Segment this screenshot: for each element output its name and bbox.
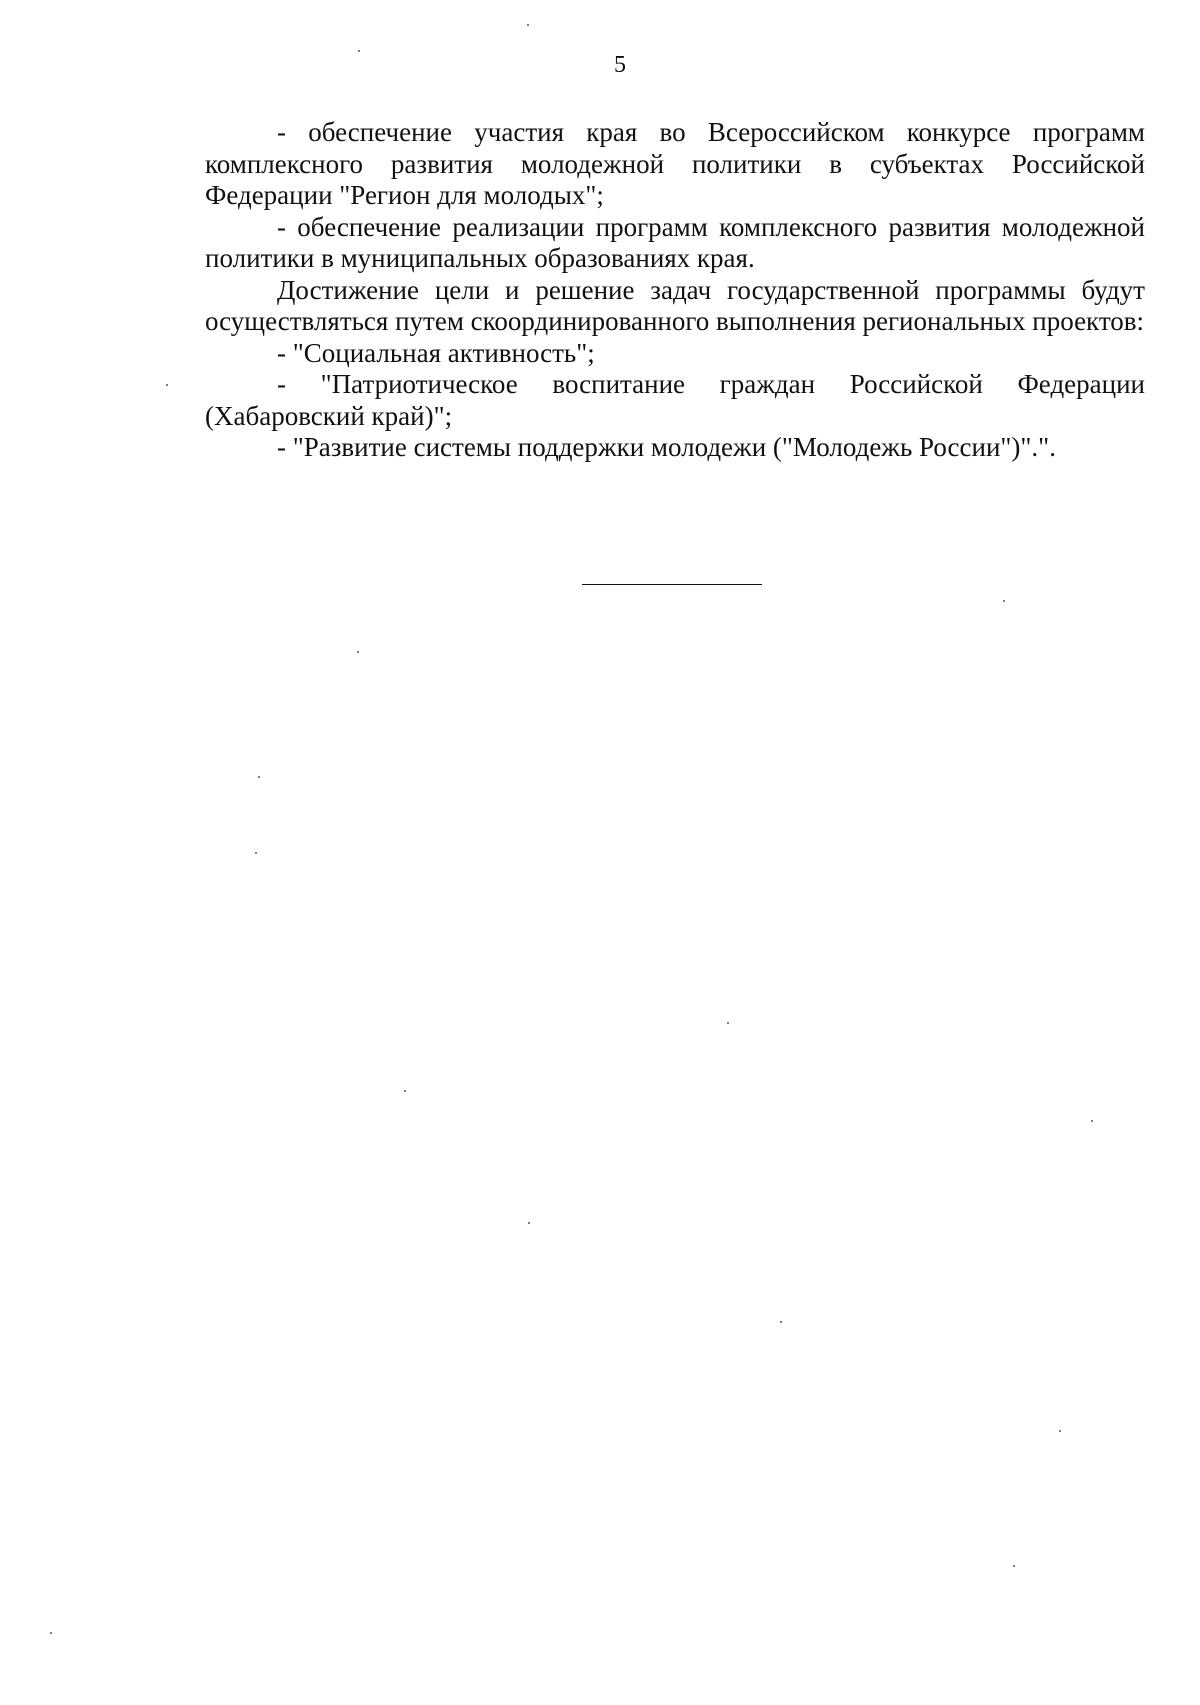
closing-rule [582,584,762,585]
scan-speck [255,852,257,854]
scan-speck [258,776,260,778]
scan-speck [404,1090,406,1092]
paragraph-5: - "Патриотическое воспитание граждан Российской Федерации (Хабаровский край)"; [205,369,1145,431]
scan-speck [1091,1120,1093,1122]
scan-speck [1059,1430,1061,1432]
scan-speck [780,1321,782,1323]
paragraph-1: - обеспечение участия края во Всероссийском конкурсе программ комплексного развития молодежной политики в субъектах Российской Федерации "Регион для молодых"; [205,117,1145,210]
scan-speck [527,24,529,26]
scan-speck [166,384,168,386]
scan-speck [50,1632,52,1634]
paragraph-3: Достижение цели и решение задач государственной программы будут осуществляться путем скоординированного выполнения региональных проектов: [205,274,1145,336]
document-body [205,117,1145,464]
paragraph-6: - "Развитие системы поддержки молодежи ("Молодежь России")".". [277,432,1056,462]
scan-speck [528,1222,530,1224]
scan-speck [1003,600,1005,602]
paragraph-4: - "Социальная активность"; [277,337,595,368]
scan-speck [357,651,359,653]
scan-speck [1013,1565,1015,1567]
page-number: 5 [614,52,626,78]
scan-speck [358,50,360,52]
paragraph-2: - обеспечение реализации программ комплексного развития молодежной политики в муниципальных образованиях края. [205,211,1145,273]
scan-speck [727,1022,729,1024]
